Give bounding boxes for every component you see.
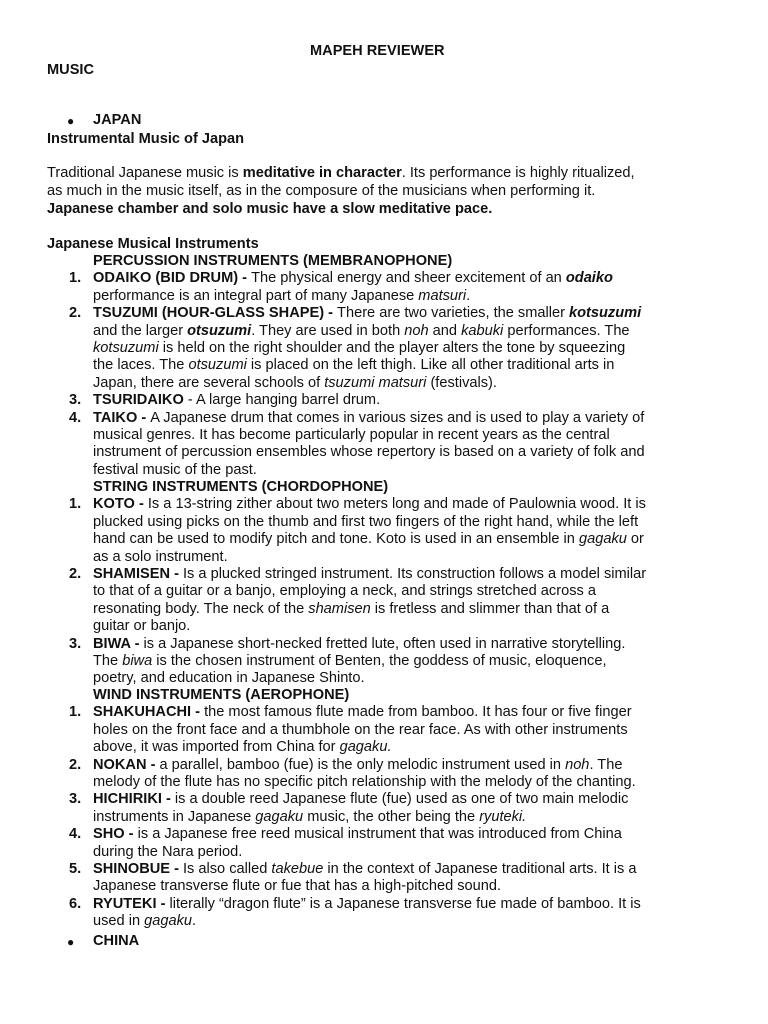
list-number: 5. [69, 861, 82, 877]
list-number: 3. [69, 392, 82, 409]
text-line [93, 896, 641, 913]
line-text: The [93, 653, 123, 669]
list-number: 2. [69, 566, 82, 582]
italic-term: noh [404, 322, 429, 339]
line-text: . [192, 913, 197, 930]
text-line [93, 878, 501, 895]
text-line [93, 340, 625, 357]
text-line [93, 791, 628, 808]
line-text: is fretless and slimmer than that of a [370, 600, 610, 617]
text-line [93, 410, 644, 427]
string-heading: STRING INSTRUMENTS (CHORDOPHONE) [93, 479, 389, 495]
line-text: guitar or banjo. [93, 618, 191, 635]
text-line [93, 462, 257, 479]
intro-line-2: as much in the music itself, as in the composure of the musicians when performing it. [47, 183, 596, 199]
list-number: 4. [69, 826, 82, 843]
line-text: during the Nara period. [93, 843, 243, 860]
line-text: to that of a guitar or a banjo, employing a neck, and strings stretched across a [93, 583, 596, 600]
line-text: is the chosen instrument of Benten, the goddess of music, eloquence, [152, 653, 607, 669]
italic-term: biwa [122, 653, 153, 669]
line-text: Is also called [183, 861, 272, 877]
line-text: Is a 13-string zither about two meters long and made of Paulownia wood. It is [147, 496, 646, 513]
text-line [93, 392, 380, 409]
text-line [93, 653, 607, 670]
line-text: is a Japanese free reed musical instrument that was introduced from China [137, 826, 622, 843]
term-label: KOTO - [93, 496, 148, 513]
italic-term: tsuzumi matsuri [324, 374, 427, 391]
term-label: SHAMISEN - [93, 566, 183, 582]
line-text: or [626, 531, 644, 548]
text-line [93, 566, 646, 583]
italic-term: shamisen [308, 600, 371, 617]
text-line [93, 583, 596, 600]
line-text: The physical energy and sheer excitement of an [251, 270, 566, 287]
document-title: MAPEH REVIEWER [310, 43, 445, 59]
term-label: HICHIRIKI - [93, 791, 175, 808]
italic-term: gagaku [578, 531, 627, 548]
line-text: instrument of percussion ensembles whose repertory is based on a variety of folk and [93, 444, 645, 461]
term-italic-bold: otsuzumi [187, 322, 252, 339]
term-label: TSURIDAIKO [93, 392, 184, 409]
term-label: RYUTEKI - [93, 895, 170, 912]
line-text: holes on the front face and a thumbhole on the rear face. As with other instruments [93, 721, 628, 738]
text-line [93, 531, 644, 548]
term-label: SHINOBUE - [93, 861, 183, 877]
line-text: . The [589, 756, 623, 773]
line-text: a parallel, bamboo (fue) is the only melodic instrument used in [159, 756, 566, 773]
percussion-heading: PERCUSSION INSTRUMENTS (MEMBRANOPHONE) [93, 253, 453, 269]
italic-term: kotsuzumi [93, 340, 159, 356]
instruments-heading: Japanese Musical Instruments [47, 236, 259, 252]
text-line [93, 722, 628, 739]
line-text: the laces. The [93, 357, 189, 374]
italic-term: gagaku [255, 808, 304, 825]
instrumental-heading: Instrumental Music of Japan [47, 131, 245, 147]
term-label: BIWA - [93, 635, 144, 652]
text-line [93, 444, 645, 461]
text-line [93, 375, 497, 392]
intro-text: . Its performance is highly ritualized, [401, 165, 635, 181]
text-line [93, 514, 638, 531]
list-number: 1. [69, 496, 82, 513]
term-label: ODAIKO (BID DRUM) - [93, 270, 252, 287]
text-line [93, 913, 196, 930]
line-text: hand can be used to modify pitch and tone. Koto is used in an ensemble in [93, 531, 579, 548]
line-text: is a Japanese short-necked fretted lute, often used in narrative storytelling. [143, 635, 626, 652]
list-number: 1. [69, 704, 82, 721]
text-line [93, 636, 625, 653]
italic-term: ryuteki. [479, 808, 527, 825]
text-line [93, 618, 190, 635]
text-line [93, 270, 613, 287]
italic-term: gagaku [144, 913, 193, 930]
line-text: and the larger [93, 322, 188, 339]
line-text: poetry, and education in Japanese Shinto. [93, 670, 365, 687]
text-line [93, 549, 228, 566]
line-text: . They are used in both [251, 322, 405, 339]
line-text: . [466, 287, 471, 304]
line-text: performance is an integral part of many Japanese [93, 287, 419, 304]
line-text: is placed on the left thigh. Like all other traditional arts in [246, 357, 615, 374]
text-line [93, 496, 646, 513]
list-number: 1. [69, 270, 82, 287]
term-label: SHO - [93, 826, 138, 843]
line-text: the most famous flute made from bamboo. It has four or five finger [204, 704, 632, 721]
wind-heading: WIND INSTRUMENTS (AEROPHONE) [93, 687, 350, 703]
text-line [93, 739, 392, 756]
line-text: plucked using picks on the thumb and first two fingers of the right hand, while the left [93, 513, 639, 530]
line-text: literally “dragon flute” is a Japanese transverse fue made of bamboo. It is [169, 895, 641, 912]
text-line [93, 305, 641, 322]
line-text: musical genres. It has become particularly popular in recent years as the central [93, 427, 610, 443]
text-line [93, 323, 630, 340]
line-text: above, it was imported from China for [93, 739, 340, 756]
term-italic-bold: kotsuzumi [569, 305, 642, 322]
section-china: CHINA [93, 933, 140, 949]
text-line [93, 357, 614, 374]
line-text: as a solo instrument. [93, 548, 228, 565]
italic-term: noh [565, 756, 590, 773]
bullet-dot: ● [67, 935, 75, 949]
text-line [93, 861, 637, 878]
line-text: Japan, there are several schools of [93, 374, 325, 391]
list-number: 6. [69, 895, 82, 912]
line-text: There are two varieties, the smaller [337, 305, 570, 322]
line-text: instruments in Japanese [93, 808, 256, 825]
text-line [93, 809, 526, 826]
text-line [93, 670, 365, 687]
list-number: 2. [69, 305, 82, 322]
line-text: is a double reed Japanese flute (fue) used as one of two main melodic [174, 791, 629, 808]
text-line [93, 601, 609, 618]
intro-line-3: Japanese chamber and solo music have a slow meditative pace. [47, 201, 493, 217]
line-text: (festivals). [426, 374, 497, 391]
italic-term: gagaku. [339, 739, 392, 756]
section-japan: JAPAN [93, 112, 142, 128]
term-label: TSUZUMI (HOUR-GLASS SHAPE) - [93, 305, 338, 322]
line-text: Is a plucked stringed instrument. Its construction follows a model similar [183, 566, 647, 582]
text-line [93, 826, 622, 843]
text-line [93, 774, 636, 791]
italic-term: matsuri [418, 287, 467, 304]
intro-text: Traditional Japanese music is [47, 165, 243, 181]
line-text: in the context of Japanese traditional arts. It is a [323, 861, 637, 877]
term-label: NOKAN - [93, 756, 160, 773]
line-text: and [428, 322, 462, 339]
line-text: Japanese transverse flute or fue that has a high-pitched sound. [93, 878, 502, 895]
list-number: 3. [69, 791, 82, 808]
line-text: performances. The [503, 322, 630, 339]
text-line [93, 844, 242, 861]
text-line [93, 427, 610, 444]
term-label: TAIKO - [93, 409, 151, 426]
intro-emphasis: meditative in character [242, 165, 402, 181]
italic-term: takebue [271, 861, 324, 877]
line-text: music, the other being the [303, 808, 480, 825]
term-italic-bold: odaiko [565, 270, 613, 287]
term-label: SHAKUHACHI - [93, 704, 205, 721]
text-line [93, 704, 632, 721]
list-number: 4. [69, 409, 82, 426]
line-text: festival music of the past. [93, 461, 257, 478]
line-text: is held on the right shoulder and the player alters the tone by squeezing [158, 340, 626, 356]
intro-line-1 [47, 165, 635, 182]
subject-heading: MUSIC [47, 62, 95, 78]
line-text: resonating body. The neck of the [93, 600, 309, 617]
line-text: A Japanese drum that comes in various sizes and is used to play a variety of [150, 409, 645, 426]
line-text: - A large hanging barrel drum. [183, 392, 381, 409]
italic-term: kabuki [461, 322, 504, 339]
text-line [93, 288, 470, 305]
list-number: 2. [69, 756, 82, 773]
italic-term: otsuzumi [188, 357, 247, 374]
line-text: used in [93, 913, 145, 930]
bullet-dot: ● [67, 114, 75, 128]
line-text: melody of the flute has no specific pitch relationship with the melody of the chanting. [93, 774, 636, 790]
list-number: 3. [69, 635, 82, 652]
text-line [93, 757, 622, 774]
